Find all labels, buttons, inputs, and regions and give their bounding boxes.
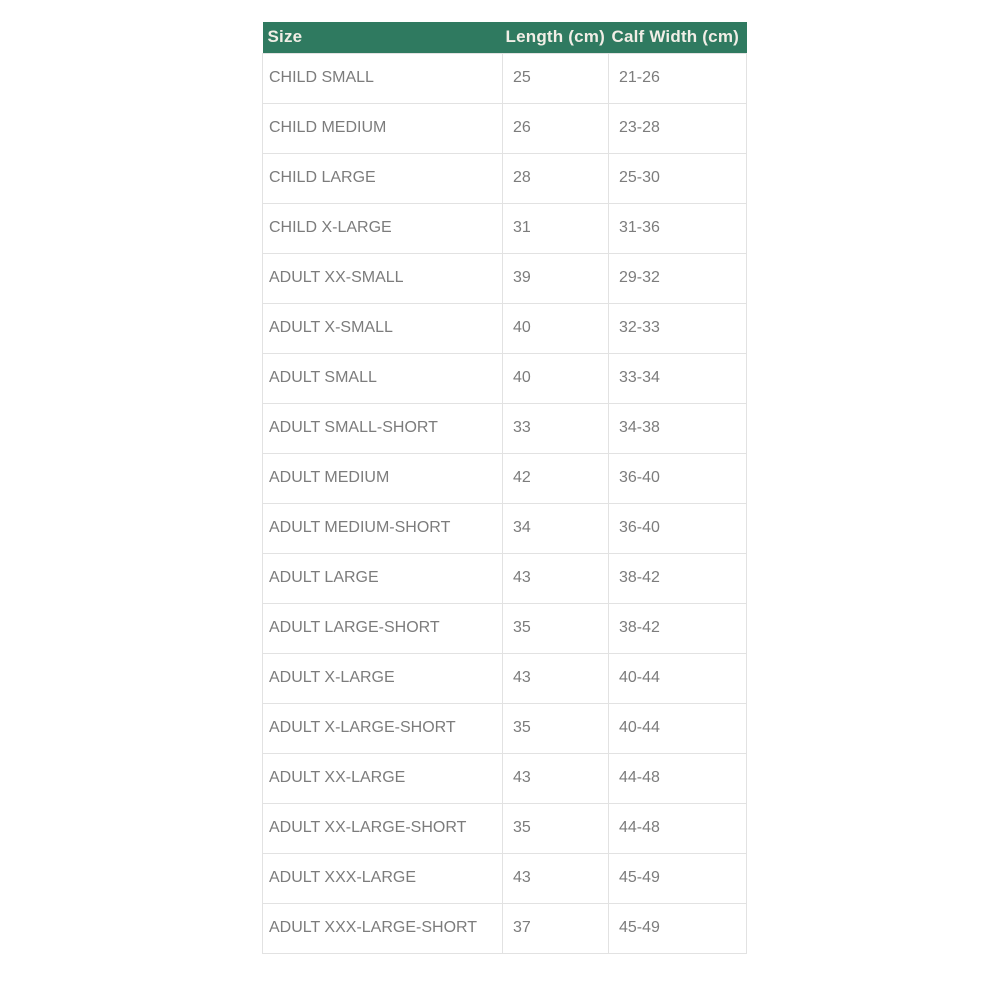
length-cell: 25 (503, 53, 609, 103)
header-cell-calf-width: Calf Width (cm) (609, 22, 747, 53)
calf-width-cell: 44-48 (609, 753, 747, 803)
length-cell: 40 (503, 353, 609, 403)
size-cell: ADULT XX-LARGE (263, 753, 503, 803)
size-cell: CHILD X-LARGE (263, 203, 503, 253)
calf-width-cell: 25-30 (609, 153, 747, 203)
calf-width-cell: 32-33 (609, 303, 747, 353)
calf-width-cell: 40-44 (609, 653, 747, 703)
length-cell: 35 (503, 803, 609, 853)
size-cell: ADULT X-LARGE-SHORT (263, 703, 503, 753)
length-cell: 43 (503, 853, 609, 903)
calf-width-cell: 36-40 (609, 503, 747, 553)
size-cell: ADULT SMALL (263, 353, 503, 403)
table-row (263, 653, 747, 703)
calf-width-cell: 29-32 (609, 253, 747, 303)
size-cell: ADULT MEDIUM (263, 453, 503, 503)
size-cell: CHILD LARGE (263, 153, 503, 203)
size-cell: ADULT SMALL-SHORT (263, 403, 503, 453)
length-cell: 28 (503, 153, 609, 203)
table-row (263, 103, 747, 153)
table-row (263, 353, 747, 403)
calf-width-cell: 33-34 (609, 353, 747, 403)
table-row (263, 703, 747, 753)
size-cell: ADULT MEDIUM-SHORT (263, 503, 503, 553)
table-row (263, 603, 747, 653)
size-cell: ADULT LARGE (263, 553, 503, 603)
size-chart-table (262, 22, 747, 954)
table-row (263, 453, 747, 503)
length-cell: 26 (503, 103, 609, 153)
size-cell: ADULT LARGE-SHORT (263, 603, 503, 653)
calf-width-cell: 34-38 (609, 403, 747, 453)
table-body (263, 53, 747, 953)
size-cell: ADULT XX-SMALL (263, 253, 503, 303)
header-cell-size: Size (263, 22, 503, 53)
table-row (263, 403, 747, 453)
size-cell: CHILD SMALL (263, 53, 503, 103)
table-row (263, 803, 747, 853)
calf-width-cell: 45-49 (609, 853, 747, 903)
size-cell: ADULT XX-LARGE-SHORT (263, 803, 503, 853)
calf-width-cell: 44-48 (609, 803, 747, 853)
length-cell: 40 (503, 303, 609, 353)
length-cell: 31 (503, 203, 609, 253)
size-chart-container (262, 22, 747, 954)
length-cell: 33 (503, 403, 609, 453)
calf-width-cell: 36-40 (609, 453, 747, 503)
table-row (263, 903, 747, 953)
length-cell: 43 (503, 653, 609, 703)
table-row (263, 203, 747, 253)
length-cell: 35 (503, 603, 609, 653)
size-cell: ADULT XXX-LARGE-SHORT (263, 903, 503, 953)
table-row (263, 853, 747, 903)
length-cell: 39 (503, 253, 609, 303)
table-row (263, 753, 747, 803)
length-cell: 42 (503, 453, 609, 503)
size-cell: ADULT X-SMALL (263, 303, 503, 353)
calf-width-cell: 38-42 (609, 553, 747, 603)
table-row (263, 153, 747, 203)
table-row (263, 303, 747, 353)
calf-width-cell: 31-36 (609, 203, 747, 253)
table-row (263, 503, 747, 553)
table-row (263, 553, 747, 603)
calf-width-cell: 45-49 (609, 903, 747, 953)
table-header (263, 22, 747, 53)
table-row (263, 53, 747, 103)
length-cell: 37 (503, 903, 609, 953)
calf-width-cell: 23-28 (609, 103, 747, 153)
calf-width-cell: 38-42 (609, 603, 747, 653)
length-cell: 34 (503, 503, 609, 553)
length-cell: 43 (503, 753, 609, 803)
header-row (263, 22, 747, 53)
size-cell: ADULT X-LARGE (263, 653, 503, 703)
length-cell: 35 (503, 703, 609, 753)
table-row (263, 253, 747, 303)
size-cell: CHILD MEDIUM (263, 103, 503, 153)
calf-width-cell: 40-44 (609, 703, 747, 753)
calf-width-cell: 21-26 (609, 53, 747, 103)
length-cell: 43 (503, 553, 609, 603)
header-cell-length: Length (cm) (503, 22, 609, 53)
size-cell: ADULT XXX-LARGE (263, 853, 503, 903)
